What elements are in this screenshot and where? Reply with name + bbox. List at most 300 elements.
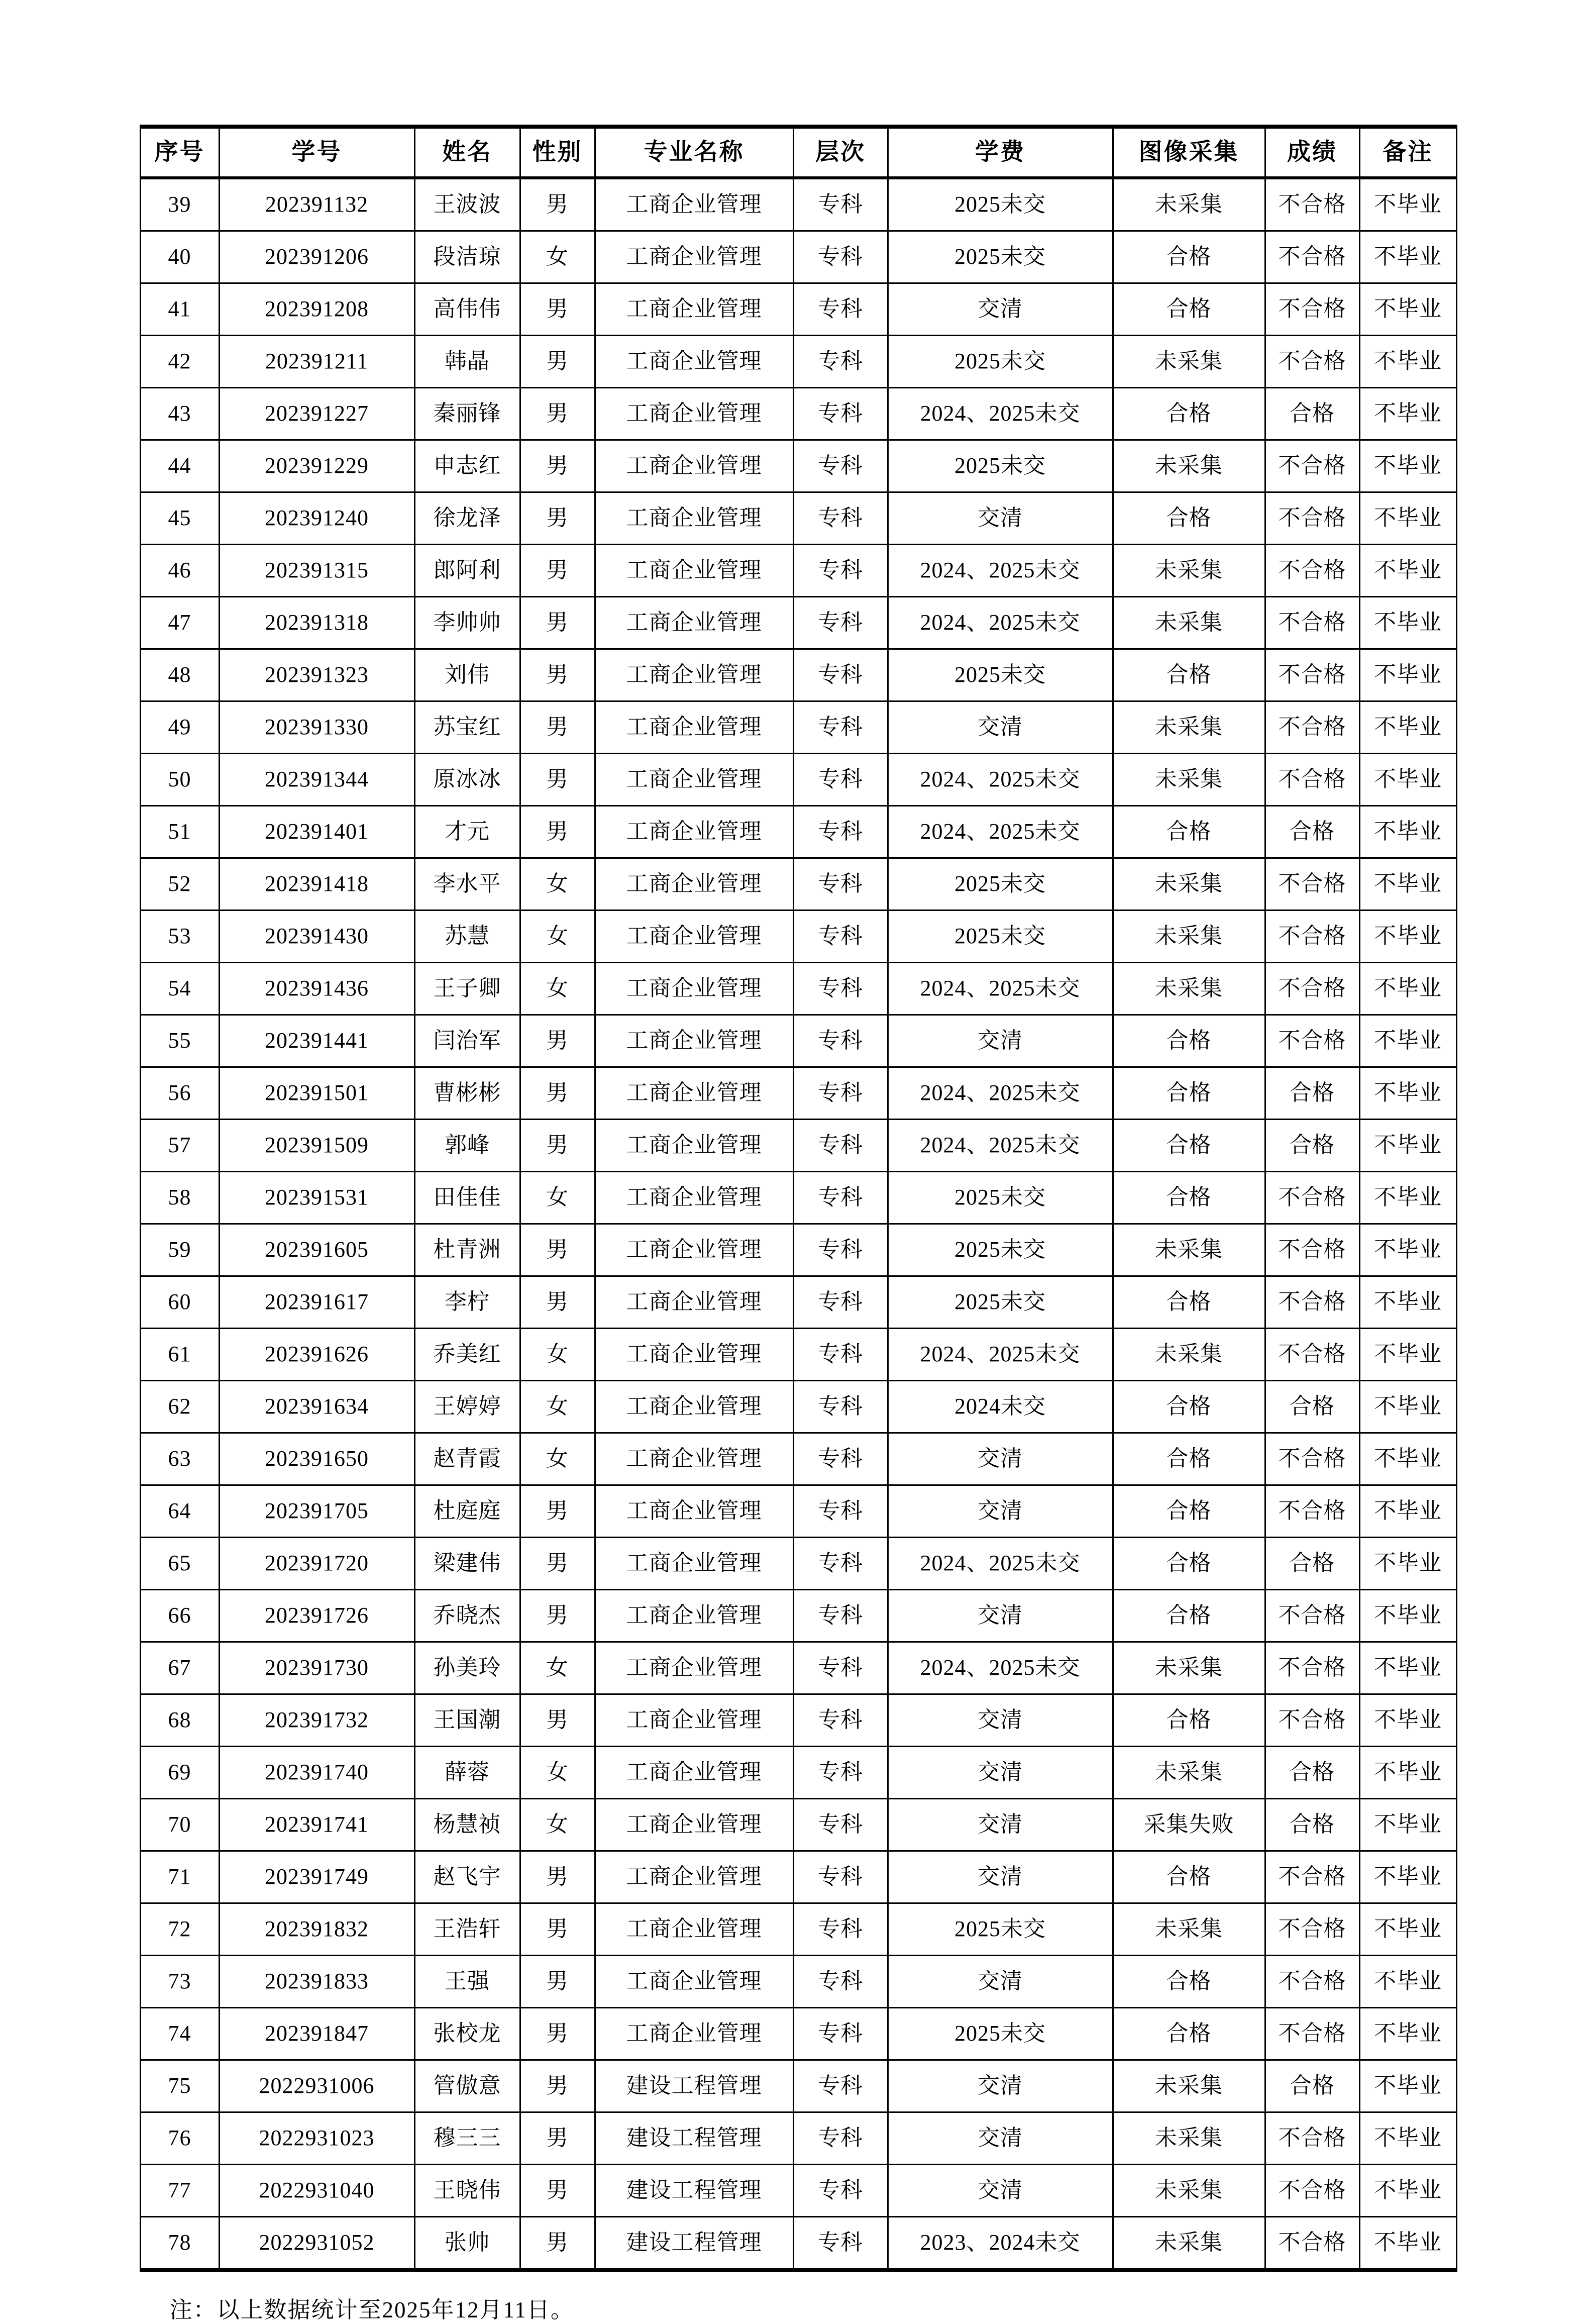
cell-fee: 2025未交 — [888, 231, 1113, 283]
cell-major: 工商企业管理 — [595, 388, 793, 440]
cell-fee: 2024、2025未交 — [888, 963, 1113, 1015]
cell-sid: 202391344 — [219, 754, 414, 806]
table-row — [140, 701, 1456, 754]
cell-level: 专科 — [793, 963, 888, 1015]
cell-image: 未采集 — [1113, 2112, 1265, 2165]
cell-level: 专科 — [793, 1956, 888, 2008]
cell-name: 王波波 — [414, 178, 520, 231]
cell-image: 未采集 — [1113, 2165, 1265, 2217]
cell-seq: 64 — [140, 1485, 219, 1538]
cell-score: 不合格 — [1265, 492, 1359, 545]
cell-major: 工商企业管理 — [595, 1694, 793, 1747]
cell-score: 合格 — [1265, 806, 1359, 858]
cell-sid: 202391650 — [219, 1433, 414, 1485]
cell-sex: 男 — [520, 440, 595, 492]
cell-name: 杜庭庭 — [414, 1485, 520, 1538]
cell-fee: 2024、2025未交 — [888, 1329, 1113, 1381]
cell-name: 王子卿 — [414, 963, 520, 1015]
cell-remark: 不毕业 — [1359, 2165, 1456, 2217]
cell-major: 工商企业管理 — [595, 597, 793, 649]
cell-fee: 交清 — [888, 2165, 1113, 2217]
cell-seq: 42 — [140, 336, 219, 388]
column-header-remark: 备注 — [1359, 127, 1456, 178]
cell-fee: 2024、2025未交 — [888, 806, 1113, 858]
cell-seq: 63 — [140, 1433, 219, 1485]
cell-sex: 男 — [520, 1224, 595, 1276]
cell-sex: 男 — [520, 178, 595, 231]
cell-sex: 男 — [520, 492, 595, 545]
cell-sex: 男 — [520, 545, 595, 597]
cell-level: 专科 — [793, 1015, 888, 1067]
cell-level: 专科 — [793, 1590, 888, 1642]
cell-major: 工商企业管理 — [595, 1799, 793, 1851]
cell-major: 工商企业管理 — [595, 701, 793, 754]
cell-image: 合格 — [1113, 1956, 1265, 2008]
cell-name: 李帅帅 — [414, 597, 520, 649]
cell-image: 合格 — [1113, 1067, 1265, 1120]
cell-image: 未采集 — [1113, 911, 1265, 963]
cell-name: 乔晓杰 — [414, 1590, 520, 1642]
cell-sid: 202391211 — [219, 336, 414, 388]
cell-seq: 48 — [140, 649, 219, 701]
cell-level: 专科 — [793, 388, 888, 440]
cell-remark: 不毕业 — [1359, 2217, 1456, 2271]
cell-image: 未采集 — [1113, 1642, 1265, 1694]
cell-major: 工商企业管理 — [595, 1485, 793, 1538]
cell-fee: 2024、2025未交 — [888, 545, 1113, 597]
table-row — [140, 1956, 1456, 2008]
cell-level: 专科 — [793, 649, 888, 701]
cell-fee: 2025未交 — [888, 911, 1113, 963]
cell-fee: 2024、2025未交 — [888, 754, 1113, 806]
cell-level: 专科 — [793, 2112, 888, 2165]
cell-sid: 202391749 — [219, 1851, 414, 1903]
cell-level: 专科 — [793, 492, 888, 545]
cell-sex: 男 — [520, 2217, 595, 2271]
cell-remark: 不毕业 — [1359, 1485, 1456, 1538]
cell-seq: 73 — [140, 1956, 219, 2008]
cell-major: 工商企业管理 — [595, 1433, 793, 1485]
cell-remark: 不毕业 — [1359, 1642, 1456, 1694]
cell-level: 专科 — [793, 1903, 888, 1956]
cell-sid: 202391501 — [219, 1067, 414, 1120]
cell-sex: 女 — [520, 231, 595, 283]
cell-seq: 61 — [140, 1329, 219, 1381]
cell-level: 专科 — [793, 336, 888, 388]
cell-score: 不合格 — [1265, 1015, 1359, 1067]
cell-sid: 202391330 — [219, 701, 414, 754]
cell-name: 管傲意 — [414, 2060, 520, 2112]
cell-remark: 不毕业 — [1359, 1276, 1456, 1329]
cell-sex: 男 — [520, 1590, 595, 1642]
cell-fee: 交清 — [888, 1590, 1113, 1642]
cell-image: 合格 — [1113, 806, 1265, 858]
cell-remark: 不毕业 — [1359, 1903, 1456, 1956]
cell-image: 合格 — [1113, 1694, 1265, 1747]
cell-major: 工商企业管理 — [595, 858, 793, 911]
table-row — [140, 1381, 1456, 1433]
cell-sid: 2022931040 — [219, 2165, 414, 2217]
cell-fee: 2024、2025未交 — [888, 597, 1113, 649]
table-row — [140, 388, 1456, 440]
cell-image: 合格 — [1113, 231, 1265, 283]
table-row — [140, 1015, 1456, 1067]
cell-seq: 62 — [140, 1381, 219, 1433]
cell-seq: 52 — [140, 858, 219, 911]
column-header-seq: 序号 — [140, 127, 219, 178]
cell-level: 专科 — [793, 178, 888, 231]
cell-sid: 202391832 — [219, 1903, 414, 1956]
column-header-score: 成绩 — [1265, 127, 1359, 178]
cell-major: 工商企业管理 — [595, 1381, 793, 1433]
cell-score: 不合格 — [1265, 336, 1359, 388]
cell-major: 工商企业管理 — [595, 806, 793, 858]
cell-major: 工商企业管理 — [595, 1590, 793, 1642]
cell-fee: 2025未交 — [888, 858, 1113, 911]
cell-name: 张校龙 — [414, 2008, 520, 2060]
table-row — [140, 1329, 1456, 1381]
column-header-gender: 性别 — [520, 127, 595, 178]
table-row — [140, 2217, 1456, 2271]
cell-sid: 202391740 — [219, 1747, 414, 1799]
table-row — [140, 1067, 1456, 1120]
cell-sex: 男 — [520, 1015, 595, 1067]
cell-sex: 男 — [520, 2060, 595, 2112]
cell-image: 合格 — [1113, 1433, 1265, 1485]
cell-sex: 男 — [520, 388, 595, 440]
cell-name: 李水平 — [414, 858, 520, 911]
cell-level: 专科 — [793, 1224, 888, 1276]
cell-major: 工商企业管理 — [595, 1276, 793, 1329]
cell-level: 专科 — [793, 1851, 888, 1903]
cell-score: 不合格 — [1265, 1433, 1359, 1485]
table-row — [140, 806, 1456, 858]
cell-sex: 男 — [520, 701, 595, 754]
cell-remark: 不毕业 — [1359, 1381, 1456, 1433]
cell-level: 专科 — [793, 754, 888, 806]
cell-seq: 49 — [140, 701, 219, 754]
cell-remark: 不毕业 — [1359, 283, 1456, 336]
cell-fee: 交清 — [888, 1747, 1113, 1799]
cell-remark: 不毕业 — [1359, 1956, 1456, 2008]
cell-sid: 2022931023 — [219, 2112, 414, 2165]
cell-image: 未采集 — [1113, 1224, 1265, 1276]
table-row — [140, 1590, 1456, 1642]
cell-score: 合格 — [1265, 1747, 1359, 1799]
cell-seq: 54 — [140, 963, 219, 1015]
cell-name: 曹彬彬 — [414, 1067, 520, 1120]
cell-level: 专科 — [793, 1381, 888, 1433]
cell-name: 郭峰 — [414, 1120, 520, 1172]
cell-score: 不合格 — [1265, 1903, 1359, 1956]
table-row — [140, 911, 1456, 963]
cell-seq: 45 — [140, 492, 219, 545]
cell-seq: 41 — [140, 283, 219, 336]
cell-image: 合格 — [1113, 1590, 1265, 1642]
column-header-name: 姓名 — [414, 127, 520, 178]
cell-sex: 男 — [520, 1067, 595, 1120]
cell-seq: 78 — [140, 2217, 219, 2271]
table-row — [140, 1120, 1456, 1172]
cell-sid: 202391418 — [219, 858, 414, 911]
cell-score: 不合格 — [1265, 597, 1359, 649]
cell-sid: 202391732 — [219, 1694, 414, 1747]
cell-remark: 不毕业 — [1359, 2008, 1456, 2060]
column-header-student-id: 学号 — [219, 127, 414, 178]
cell-major: 工商企业管理 — [595, 1172, 793, 1224]
cell-score: 不合格 — [1265, 858, 1359, 911]
cell-remark: 不毕业 — [1359, 388, 1456, 440]
cell-level: 专科 — [793, 2060, 888, 2112]
cell-image: 合格 — [1113, 1851, 1265, 1903]
cell-major: 工商企业管理 — [595, 231, 793, 283]
cell-major: 工商企业管理 — [595, 440, 793, 492]
cell-name: 徐龙泽 — [414, 492, 520, 545]
cell-fee: 交清 — [888, 492, 1113, 545]
cell-name: 赵飞宇 — [414, 1851, 520, 1903]
cell-sid: 202391401 — [219, 806, 414, 858]
cell-image: 合格 — [1113, 649, 1265, 701]
cell-seq: 59 — [140, 1224, 219, 1276]
cell-name: 梁建伟 — [414, 1538, 520, 1590]
cell-major: 工商企业管理 — [595, 1224, 793, 1276]
cell-score: 不合格 — [1265, 283, 1359, 336]
cell-remark: 不毕业 — [1359, 178, 1456, 231]
cell-sex: 女 — [520, 1172, 595, 1224]
table-row — [140, 1538, 1456, 1590]
cell-level: 专科 — [793, 231, 888, 283]
cell-image: 合格 — [1113, 1538, 1265, 1590]
cell-image: 未采集 — [1113, 963, 1265, 1015]
cell-fee: 交清 — [888, 1799, 1113, 1851]
cell-remark: 不毕业 — [1359, 911, 1456, 963]
cell-level: 专科 — [793, 545, 888, 597]
cell-score: 合格 — [1265, 1067, 1359, 1120]
cell-major: 工商企业管理 — [595, 178, 793, 231]
cell-name: 王国潮 — [414, 1694, 520, 1747]
cell-score: 合格 — [1265, 1538, 1359, 1590]
cell-level: 专科 — [793, 1694, 888, 1747]
cell-name: 张帅 — [414, 2217, 520, 2271]
cell-sid: 202391318 — [219, 597, 414, 649]
table-row — [140, 231, 1456, 283]
cell-seq: 74 — [140, 2008, 219, 2060]
cell-name: 乔美红 — [414, 1329, 520, 1381]
cell-remark: 不毕业 — [1359, 492, 1456, 545]
cell-score: 不合格 — [1265, 1694, 1359, 1747]
cell-score: 不合格 — [1265, 649, 1359, 701]
cell-major: 工商企业管理 — [595, 1538, 793, 1590]
cell-major: 建设工程管理 — [595, 2060, 793, 2112]
cell-sex: 男 — [520, 1120, 595, 1172]
cell-level: 专科 — [793, 1799, 888, 1851]
cell-level: 专科 — [793, 1276, 888, 1329]
table-row — [140, 1276, 1456, 1329]
cell-sex: 男 — [520, 336, 595, 388]
cell-level: 专科 — [793, 1172, 888, 1224]
cell-fee: 交清 — [888, 1015, 1113, 1067]
cell-sid: 202391132 — [219, 178, 414, 231]
cell-level: 专科 — [793, 1538, 888, 1590]
cell-name: 申志红 — [414, 440, 520, 492]
cell-level: 专科 — [793, 2008, 888, 2060]
cell-remark: 不毕业 — [1359, 2112, 1456, 2165]
cell-sid: 202391208 — [219, 283, 414, 336]
cell-major: 工商企业管理 — [595, 754, 793, 806]
cell-name: 薛蓉 — [414, 1747, 520, 1799]
roster-table-container — [140, 125, 1456, 2272]
cell-sex: 男 — [520, 1903, 595, 1956]
cell-image: 合格 — [1113, 1172, 1265, 1224]
cell-score: 不合格 — [1265, 1172, 1359, 1224]
cell-level: 专科 — [793, 1329, 888, 1381]
footer-note: 注：以上数据统计至2025年12月11日。 — [169, 2297, 574, 2322]
cell-major: 工商企业管理 — [595, 649, 793, 701]
cell-sex: 女 — [520, 1799, 595, 1851]
cell-major: 工商企业管理 — [595, 283, 793, 336]
cell-fee: 交清 — [888, 2060, 1113, 2112]
table-row — [140, 649, 1456, 701]
cell-name: 刘伟 — [414, 649, 520, 701]
cell-fee: 交清 — [888, 1433, 1113, 1485]
cell-fee: 2025未交 — [888, 649, 1113, 701]
cell-seq: 72 — [140, 1903, 219, 1956]
cell-remark: 不毕业 — [1359, 1329, 1456, 1381]
table-row — [140, 2060, 1456, 2112]
cell-sid: 202391206 — [219, 231, 414, 283]
cell-fee: 交清 — [888, 2112, 1113, 2165]
cell-score: 不合格 — [1265, 701, 1359, 754]
cell-seq: 57 — [140, 1120, 219, 1172]
cell-name: 原冰冰 — [414, 754, 520, 806]
cell-seq: 77 — [140, 2165, 219, 2217]
table-row — [140, 440, 1456, 492]
cell-remark: 不毕业 — [1359, 597, 1456, 649]
cell-fee: 2024、2025未交 — [888, 1538, 1113, 1590]
cell-fee: 2025未交 — [888, 336, 1113, 388]
cell-remark: 不毕业 — [1359, 1172, 1456, 1224]
cell-major: 工商企业管理 — [595, 545, 793, 597]
cell-name: 杨慧祯 — [414, 1799, 520, 1851]
table-row — [140, 1224, 1456, 1276]
cell-level: 专科 — [793, 1120, 888, 1172]
cell-major: 工商企业管理 — [595, 911, 793, 963]
cell-seq: 60 — [140, 1276, 219, 1329]
cell-sex: 男 — [520, 1694, 595, 1747]
header-row — [140, 127, 1456, 178]
cell-remark: 不毕业 — [1359, 440, 1456, 492]
cell-seq: 44 — [140, 440, 219, 492]
table-row — [140, 1851, 1456, 1903]
cell-fee: 2025未交 — [888, 178, 1113, 231]
table-row — [140, 1433, 1456, 1485]
cell-sid: 202391315 — [219, 545, 414, 597]
cell-remark: 不毕业 — [1359, 1590, 1456, 1642]
cell-sex: 女 — [520, 1381, 595, 1433]
cell-level: 专科 — [793, 911, 888, 963]
column-header-tuition: 学费 — [888, 127, 1113, 178]
cell-seq: 46 — [140, 545, 219, 597]
cell-fee: 2025未交 — [888, 2008, 1113, 2060]
cell-sid: 202391227 — [219, 388, 414, 440]
cell-score: 合格 — [1265, 1381, 1359, 1433]
cell-level: 专科 — [793, 283, 888, 336]
cell-fee: 交清 — [888, 701, 1113, 754]
cell-name: 王婷婷 — [414, 1381, 520, 1433]
cell-seq: 56 — [140, 1067, 219, 1120]
cell-sid: 202391634 — [219, 1381, 414, 1433]
cell-score: 合格 — [1265, 1799, 1359, 1851]
cell-score: 不合格 — [1265, 1485, 1359, 1538]
cell-name: 段洁琼 — [414, 231, 520, 283]
cell-score: 不合格 — [1265, 1276, 1359, 1329]
cell-sex: 男 — [520, 754, 595, 806]
cell-major: 工商企业管理 — [595, 1067, 793, 1120]
cell-sid: 202391720 — [219, 1538, 414, 1590]
column-header-level: 层次 — [793, 127, 888, 178]
cell-fee: 2025未交 — [888, 1276, 1113, 1329]
table-row — [140, 2165, 1456, 2217]
cell-major: 建设工程管理 — [595, 2112, 793, 2165]
cell-remark: 不毕业 — [1359, 1015, 1456, 1067]
cell-image: 合格 — [1113, 1120, 1265, 1172]
cell-seq: 53 — [140, 911, 219, 963]
cell-image: 合格 — [1113, 2008, 1265, 2060]
cell-major: 工商企业管理 — [595, 1120, 793, 1172]
cell-major: 工商企业管理 — [595, 1015, 793, 1067]
cell-remark: 不毕业 — [1359, 1120, 1456, 1172]
cell-sex: 男 — [520, 806, 595, 858]
cell-name: 高伟伟 — [414, 283, 520, 336]
cell-fee: 2024、2025未交 — [888, 1067, 1113, 1120]
column-header-image-capture: 图像采集 — [1113, 127, 1265, 178]
cell-sex: 女 — [520, 1642, 595, 1694]
cell-sex: 女 — [520, 858, 595, 911]
table-row — [140, 754, 1456, 806]
cell-level: 专科 — [793, 2165, 888, 2217]
cell-image: 未采集 — [1113, 440, 1265, 492]
cell-sid: 202391229 — [219, 440, 414, 492]
cell-remark: 不毕业 — [1359, 336, 1456, 388]
cell-image: 未采集 — [1113, 2217, 1265, 2271]
cell-major: 工商企业管理 — [595, 1642, 793, 1694]
cell-score: 不合格 — [1265, 1642, 1359, 1694]
cell-score: 不合格 — [1265, 2008, 1359, 2060]
cell-sid: 2022931052 — [219, 2217, 414, 2271]
cell-name: 王晓伟 — [414, 2165, 520, 2217]
cell-seq: 50 — [140, 754, 219, 806]
cell-seq: 55 — [140, 1015, 219, 1067]
cell-remark: 不毕业 — [1359, 1433, 1456, 1485]
cell-seq: 66 — [140, 1590, 219, 1642]
cell-score: 不合格 — [1265, 1329, 1359, 1381]
cell-remark: 不毕业 — [1359, 701, 1456, 754]
cell-score: 合格 — [1265, 2060, 1359, 2112]
cell-sid: 202391741 — [219, 1799, 414, 1851]
cell-major: 工商企业管理 — [595, 1903, 793, 1956]
cell-score: 不合格 — [1265, 1956, 1359, 2008]
table-row — [140, 1485, 1456, 1538]
cell-remark: 不毕业 — [1359, 2060, 1456, 2112]
cell-fee: 交清 — [888, 283, 1113, 336]
cell-name: 田佳佳 — [414, 1172, 520, 1224]
cell-level: 专科 — [793, 597, 888, 649]
cell-image: 合格 — [1113, 388, 1265, 440]
cell-name: 闫治军 — [414, 1015, 520, 1067]
table-row — [140, 492, 1456, 545]
cell-level: 专科 — [793, 806, 888, 858]
cell-seq: 65 — [140, 1538, 219, 1590]
